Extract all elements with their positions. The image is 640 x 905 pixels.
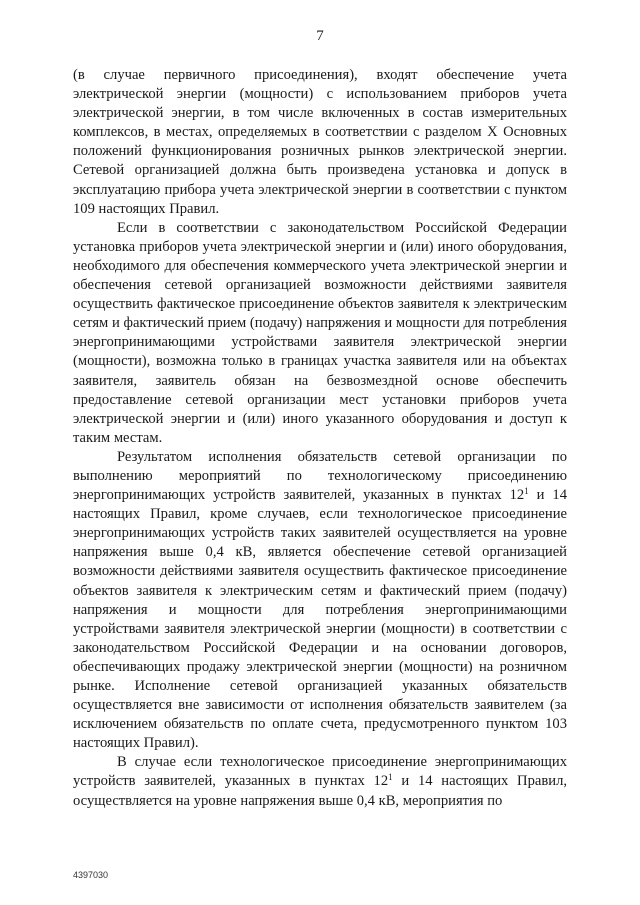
document-body <box>73 66 567 811</box>
paragraph-high-voltage-case <box>73 753 567 810</box>
paragraph-text: и 14 настоящих Правил, кроме случаев, если технологическое присоединение энергопринимающих устройств таких заявителей осуществляется на уровне напряжения выше 0,4 кВ, является обеспечение сетевой организацией возможности действиями заявителя осуществить фактическое присоединение объектов заявителя к электрическим сетям и фактический прием (подачу) напряжения и мощности для потребления энергопринимающими устройствами заявителя электрической энергии (мощности) в соответствии с законодательством Российской Федерации и на основании договоров, обеспечивающих продажу электрической энергии (мощности) на розничном рынке. Исполнение сетевой организацией указанных обязательств осуществляется вне зависимости от исполнения обязательств заявителем (за исключением обязательств по оплате счета, предусмотренного пунктом 103 настоящих Правил). <box>73 487 568 752</box>
paragraph-metering-installation <box>73 219 567 448</box>
superscript-marker: 1 <box>524 486 529 497</box>
page-number: 7 <box>316 28 324 44</box>
paragraph-obligations-result <box>73 448 567 754</box>
document-code: 4397030 <box>73 870 109 880</box>
paragraph-text: В случае если технологическое присоединение энергопринимающих устройств заявителей, указанных в пунктах 12 <box>73 754 567 790</box>
paragraph-text: и 14 настоящих Правил, осуществляется на уровне напряжения выше 0,4 кВ, мероприятия по <box>73 773 567 809</box>
paragraph-text: Результатом исполнения обязательств сетевой организации по выполнению мероприятий по технологическому присоединению энергопринимающих устройств заявителей, указанных в пунктах 12 <box>73 448 567 504</box>
paragraph-text: (в случае первичного присоединения), входят обеспечение учета электрической энергии (мощности) с использованием приборов учета электрической энергии, в том числе включенных в состав измерительных комплексов, в местах, определяемых в соответствии с разделом X Основных положений функционирования розничных рынков электрической энергии. Сетевой организацией должна быть произведена установка и допуск в эксплуатацию прибора учета электрической энергии в соответствии с пунктом 109 настоящих Правил. <box>73 67 567 217</box>
paragraph-continuation <box>73 66 567 219</box>
superscript-marker: 1 <box>388 772 393 783</box>
paragraph-text: Если в соответствии с законодательством Российской Федерации установка приборов учета электрической энергии и (или) иного оборудования, необходимого для обеспечения коммерческого учета электрической энергии и обеспечения сетевой организацией возможности действиями заявителя осуществить фактическое присоединение объектов заявителя к электрическим сетям и фактический прием (подачу) напряжения и мощности для потребления энергопринимающими устройствами заявителя электрической энергии (мощности), возможна только в границах участка заявителя или на объектах заявителя, заявитель обязан на безвозмездной основе обеспечить предоставление сетевой организации мест установки приборов учета электрической энергии и (или) иного указанного оборудования и доступ к таким местам. <box>73 219 567 446</box>
